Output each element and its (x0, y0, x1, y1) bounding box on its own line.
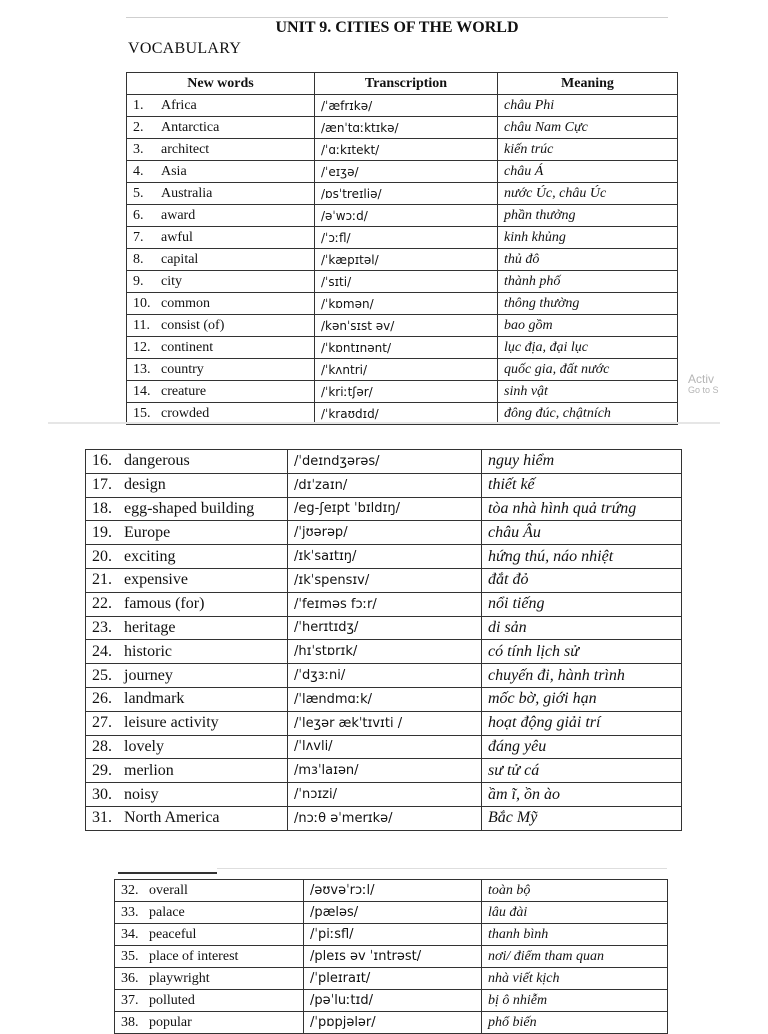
meaning-cell: sinh vật (498, 381, 678, 403)
word-cell (86, 759, 288, 783)
transcription-cell: /ˈdʒɜːni/ (288, 664, 482, 688)
table-row (115, 902, 668, 924)
meaning-cell: tòa nhà hình quả trứng (482, 497, 682, 521)
table-row (86, 711, 682, 735)
row-number: 33. (121, 904, 139, 920)
table-row (115, 924, 668, 946)
word: leisure activity (124, 714, 219, 732)
word: capital (161, 251, 199, 267)
page-title: UNIT 9. CITIES OF THE WORLD (275, 19, 519, 36)
word: North America (124, 809, 220, 827)
row-number: 9. (133, 273, 144, 289)
word-cell (127, 117, 315, 139)
meaning-cell: Bắc Mỹ (482, 806, 682, 830)
row-number: 13. (133, 361, 151, 377)
meaning-cell: thông thường (498, 293, 678, 315)
row-number: 34. (121, 926, 139, 942)
transcription-cell: /ɪkˈsaɪtɪŋ/ (288, 545, 482, 569)
transcription-cell: /ɪkˈspensɪv/ (288, 568, 482, 592)
word-cell (86, 545, 288, 569)
word-cell (127, 95, 315, 117)
transcription-cell: /hɪˈstɒrɪk/ (288, 640, 482, 664)
vocab-table-2 (85, 449, 682, 831)
row-number: 5. (133, 185, 144, 201)
meaning-cell: phần thưởng (498, 205, 678, 227)
row-number: 15. (133, 405, 151, 421)
panel-divider (48, 422, 720, 424)
watermark-line2: Go to S (688, 385, 719, 396)
table-row (127, 271, 678, 293)
meaning-cell: hoạt động giải trí (482, 711, 682, 735)
transcription-cell: /ˈæfrɪkə/ (315, 95, 498, 117)
row-number: 29. (92, 761, 112, 779)
vocab-table-1 (126, 72, 678, 425)
table-row (86, 735, 682, 759)
transcription-cell: /ˈleʒər ækˈtɪvɪti / (288, 711, 482, 735)
word-cell (127, 161, 315, 183)
table-row (86, 759, 682, 783)
row-number: 24. (92, 642, 112, 660)
meaning-cell: nơi/ điểm tham quan (482, 946, 668, 968)
meaning-cell: đáng yêu (482, 735, 682, 759)
word: palace (149, 904, 185, 920)
word-cell (115, 880, 304, 902)
word-cell (86, 806, 288, 830)
row-number: 20. (92, 547, 112, 565)
table-row (127, 161, 678, 183)
header-new-words: New words (127, 73, 315, 95)
table-row (86, 640, 682, 664)
row-number: 23. (92, 618, 112, 636)
word: Antarctica (161, 119, 220, 135)
meaning-cell: sư tử cá (482, 759, 682, 783)
word-cell (127, 183, 315, 205)
meaning-cell: lâu đài (482, 902, 668, 924)
row-number: 6. (133, 207, 144, 223)
word: merlion (124, 761, 174, 779)
meaning-cell: châu Á (498, 161, 678, 183)
meaning-cell: châu Nam Cực (498, 117, 678, 139)
word: peaceful (149, 926, 197, 942)
word: award (161, 207, 196, 223)
word: historic (124, 642, 172, 660)
word: lovely (124, 737, 164, 755)
row-number: 27. (92, 714, 112, 732)
vocab-table-3 (114, 879, 668, 1034)
word-cell (86, 735, 288, 759)
header-meaning: Meaning (498, 73, 678, 95)
transcription-cell: /ˈherɪtɪdʒ/ (288, 616, 482, 640)
row-number: 21. (92, 571, 112, 589)
meaning-cell: lục địa, đại lục (498, 337, 678, 359)
word-cell (86, 616, 288, 640)
meaning-cell: đắt đỏ (482, 568, 682, 592)
row-number: 14. (133, 383, 151, 399)
table-row (86, 568, 682, 592)
table-row (127, 139, 678, 161)
faint-rule (217, 868, 667, 869)
table-row (86, 473, 682, 497)
word: awful (161, 229, 193, 245)
table-row (86, 664, 682, 688)
transcription-cell: /ˈsɪti/ (315, 271, 498, 293)
meaning-cell: nổi tiếng (482, 592, 682, 616)
row-number: 17. (92, 476, 112, 494)
word-cell (86, 711, 288, 735)
table-row (86, 521, 682, 545)
transcription-cell: /ˈkæpɪtəl/ (315, 249, 498, 271)
short-rule (118, 872, 217, 874)
meaning-cell: nhà viết kịch (482, 968, 668, 990)
table-header-row (127, 73, 678, 95)
word: popular (149, 1014, 192, 1030)
transcription-cell: /dɪˈzaɪn/ (288, 473, 482, 497)
word: consist (of) (161, 317, 225, 333)
meaning-cell: phổ biến (482, 1012, 668, 1034)
table-row (127, 337, 678, 359)
transcription-cell: /ˈjʊərəp/ (288, 521, 482, 545)
word-cell (127, 249, 315, 271)
transcription-cell: /eg-ʃeɪpt ˈbɪldɪŋ/ (288, 497, 482, 521)
row-number: 8. (133, 251, 144, 267)
section-heading: VOCABULARY (128, 40, 242, 57)
top-rule (126, 17, 668, 18)
table-row (127, 183, 678, 205)
meaning-cell: toàn bộ (482, 880, 668, 902)
meaning-cell: nước Úc, châu Úc (498, 183, 678, 205)
word: place of interest (149, 948, 239, 964)
meaning-cell: châu Phi (498, 95, 678, 117)
row-number: 37. (121, 992, 139, 1008)
meaning-cell: mốc bờ, giới hạn (482, 687, 682, 711)
word-cell (86, 783, 288, 807)
transcription-cell: /ˈpɒpjələr/ (304, 1012, 482, 1034)
word: Australia (161, 185, 213, 201)
word: polluted (149, 992, 195, 1008)
word-cell (86, 592, 288, 616)
word: overall (149, 882, 188, 898)
word: continent (161, 339, 214, 355)
meaning-cell: thành phố (498, 271, 678, 293)
transcription-cell: /pæləs/ (304, 902, 482, 924)
transcription-cell: /ˈlændmɑːk/ (288, 687, 482, 711)
word-cell (115, 902, 304, 924)
word-cell (86, 473, 288, 497)
word-cell (86, 687, 288, 711)
row-number: 31. (92, 809, 112, 827)
meaning-cell: có tính lịch sử (482, 640, 682, 664)
word: playwright (149, 970, 210, 986)
row-number: 38. (121, 1014, 139, 1030)
watermark-line1: Activ (688, 372, 715, 386)
meaning-cell: hứng thú, náo nhiệt (482, 545, 682, 569)
word-cell (86, 450, 288, 474)
word: journey (124, 666, 173, 684)
transcription-cell: /ˈkraʊdɪd/ (315, 403, 498, 425)
row-number: 12. (133, 339, 151, 355)
word-cell (86, 664, 288, 688)
table-row (127, 117, 678, 139)
word: common (161, 295, 210, 311)
table-row (127, 249, 678, 271)
row-number: 28. (92, 737, 112, 755)
transcription-cell: /pəˈluːtɪd/ (304, 990, 482, 1012)
word: creature (161, 383, 207, 399)
row-number: 18. (92, 499, 112, 517)
word: city (161, 273, 182, 289)
word-cell (115, 924, 304, 946)
transcription-cell: /ˈɔːfl/ (315, 227, 498, 249)
word: crowded (161, 405, 210, 421)
meaning-cell: quốc gia, đất nước (498, 359, 678, 381)
table-row (86, 450, 682, 474)
transcription-cell: /ˈdeɪndʒərəs/ (288, 450, 482, 474)
row-number: 10. (133, 295, 151, 311)
word: noisy (124, 785, 159, 803)
word: design (124, 476, 166, 494)
table-row (86, 783, 682, 807)
word-cell (127, 293, 315, 315)
table-row (86, 545, 682, 569)
meaning-cell: thiết kế (482, 473, 682, 497)
meaning-cell: bị ô nhiễm (482, 990, 668, 1012)
row-number: 25. (92, 666, 112, 684)
row-number: 3. (133, 141, 144, 157)
table-row (86, 806, 682, 830)
meaning-cell: bao gồm (498, 315, 678, 337)
table-row (115, 946, 668, 968)
word: heritage (124, 618, 176, 636)
table-row (127, 95, 678, 117)
transcription-cell: /ˈkʌntri/ (315, 359, 498, 381)
transcription-cell: /nɔːθ əˈmerɪkə/ (288, 806, 482, 830)
transcription-cell: /mɜˈlaɪən/ (288, 759, 482, 783)
meaning-cell: thủ đô (498, 249, 678, 271)
word-cell (127, 359, 315, 381)
transcription-cell: /ɒsˈtreɪliə/ (315, 183, 498, 205)
word-cell (127, 271, 315, 293)
word: expensive (124, 571, 188, 589)
word: landmark (124, 690, 185, 708)
word: country (161, 361, 204, 377)
transcription-cell: /ˈkɒmən/ (315, 293, 498, 315)
row-number: 1. (133, 97, 144, 113)
header-transcription: Transcription (315, 73, 498, 95)
meaning-cell: đông đúc, chậtních (498, 403, 678, 425)
row-number: 30. (92, 785, 112, 803)
row-number: 35. (121, 948, 139, 964)
meaning-cell: thanh bình (482, 924, 668, 946)
meaning-cell: châu Âu (482, 521, 682, 545)
row-number: 7. (133, 229, 144, 245)
meaning-cell: kiến trúc (498, 139, 678, 161)
table-row (127, 359, 678, 381)
transcription-cell: /əʊvəˈrɔːl/ (304, 880, 482, 902)
word-cell (115, 1012, 304, 1034)
row-number: 26. (92, 690, 112, 708)
word-cell (127, 337, 315, 359)
row-number: 19. (92, 523, 112, 541)
meaning-cell: kinh khủng (498, 227, 678, 249)
meaning-cell: di sản (482, 616, 682, 640)
table-row (86, 616, 682, 640)
row-number: 36. (121, 970, 139, 986)
word: Asia (161, 163, 187, 179)
word-cell (127, 227, 315, 249)
word-cell (115, 968, 304, 990)
transcription-cell: /ˈkriːtʃər/ (315, 381, 498, 403)
transcription-cell: /ˈeɪʒə/ (315, 161, 498, 183)
meaning-cell: ầm ĩ, ồn ào (482, 783, 682, 807)
table-row (115, 990, 668, 1012)
row-number: 2. (133, 119, 144, 135)
word: Europe (124, 523, 171, 541)
transcription-cell: /pleɪs əv ˈɪntrəst/ (304, 946, 482, 968)
table-row (86, 497, 682, 521)
meaning-cell: nguy hiểm (482, 450, 682, 474)
word-cell (127, 139, 315, 161)
transcription-cell: /ˈfeɪməs fɔːr/ (288, 592, 482, 616)
word-cell (86, 568, 288, 592)
word-cell (115, 946, 304, 968)
transcription-cell: /ˈpleɪraɪt/ (304, 968, 482, 990)
word-cell (86, 640, 288, 664)
row-number: 22. (92, 595, 112, 613)
table-row (86, 687, 682, 711)
word: famous (for) (124, 595, 205, 613)
transcription-cell: /ˈnɔɪzi/ (288, 783, 482, 807)
transcription-cell: /əˈwɔːd/ (315, 205, 498, 227)
word: dangerous (124, 452, 190, 470)
meaning-cell: chuyến đi, hành trình (482, 664, 682, 688)
table-row (115, 880, 668, 902)
word: architect (161, 141, 210, 157)
transcription-cell: /ˈpiːsfl/ (304, 924, 482, 946)
table-row (86, 592, 682, 616)
table-row (127, 381, 678, 403)
word: Africa (161, 97, 197, 113)
table-row (127, 315, 678, 337)
row-number: 32. (121, 882, 139, 898)
word-cell (127, 205, 315, 227)
word-cell (115, 990, 304, 1012)
word: egg-shaped building (124, 499, 255, 517)
table-row (127, 227, 678, 249)
table-row (127, 293, 678, 315)
row-number: 4. (133, 163, 144, 179)
table-row (127, 205, 678, 227)
word-cell (127, 381, 315, 403)
activate-windows-watermark (688, 373, 719, 396)
transcription-cell: /ˈlʌvli/ (288, 735, 482, 759)
word-cell (127, 315, 315, 337)
row-number: 16. (92, 452, 112, 470)
transcription-cell: /ænˈtɑːktɪkə/ (315, 117, 498, 139)
word: exciting (124, 547, 176, 565)
transcription-cell: /ˈkɒntɪnənt/ (315, 337, 498, 359)
word-cell (86, 497, 288, 521)
table-row (115, 968, 668, 990)
transcription-cell: /ˈɑːkɪtekt/ (315, 139, 498, 161)
row-number: 11. (133, 317, 150, 333)
transcription-cell: /kənˈsɪst əv/ (315, 315, 498, 337)
word-cell (86, 521, 288, 545)
table-row (115, 1012, 668, 1034)
